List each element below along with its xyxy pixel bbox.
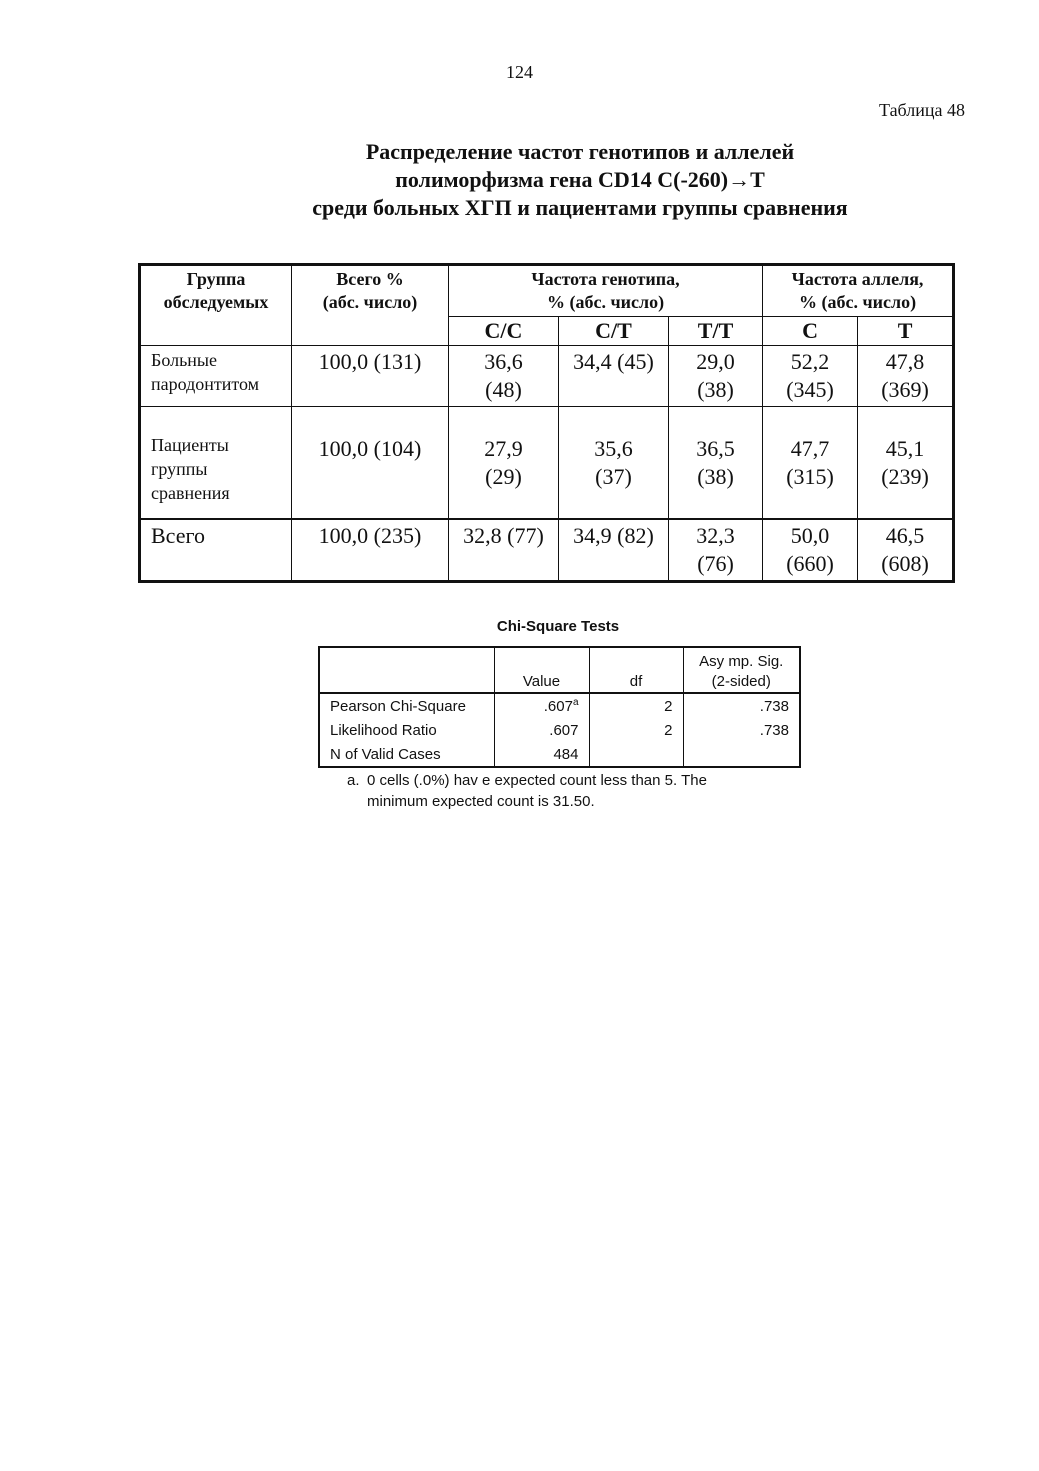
cell-ct: 34,9 (82) <box>559 519 669 582</box>
cell-c: 50,0 (660) <box>763 519 858 582</box>
cell-df: 2 <box>589 693 683 718</box>
cell-sig: .738 <box>759 721 789 739</box>
table-row <box>140 346 954 407</box>
chi-square-header-row <box>319 647 800 693</box>
header-genotype: Частота генотипа, % (абс. число) <box>449 265 763 317</box>
cell-total: 100,0 (104) <box>292 407 449 519</box>
table-row <box>319 742 800 767</box>
cell-c: 47,7 (315) <box>763 407 858 519</box>
cell-total: 100,0 (131) <box>292 346 449 407</box>
cell-c: 52,2 (345) <box>763 346 858 407</box>
table-row <box>319 718 800 742</box>
header-empty <box>319 647 494 693</box>
page-number: 124 <box>506 62 533 82</box>
document-title <box>160 138 1000 222</box>
cell-t: 47,8 (369) <box>858 346 954 407</box>
table-row-total <box>140 519 954 582</box>
cell-tt: 29,0 (38) <box>669 346 763 407</box>
table-row <box>319 693 800 718</box>
row-group: Всего <box>140 519 292 582</box>
cell-cc: 27,9 (29) <box>449 407 559 519</box>
row-label: Likelihood Ratio <box>319 718 494 742</box>
table-label: Таблица 48 <box>879 100 965 120</box>
header-c: С <box>763 317 858 346</box>
cell-cc: 32,8 (77) <box>449 519 559 582</box>
cell-cc: 36,6 (48) <box>449 346 559 407</box>
cell-value: 484 <box>494 742 589 767</box>
header-total: Всего % (абс. число) <box>292 265 449 346</box>
header-value: Value <box>494 647 589 693</box>
cell-df: 2 <box>589 718 683 742</box>
footnote-marker: a. <box>347 772 360 789</box>
title-line: Распределение частот генотипов и аллелей <box>365 139 795 164</box>
row-label: N of Valid Cases <box>319 742 494 767</box>
header-t: Т <box>858 317 954 346</box>
cell-total: 100,0 (235) <box>292 519 449 582</box>
genotype-frequency-table <box>138 263 955 583</box>
cell-t: 46,5 (608) <box>858 519 954 582</box>
header-sig: Asy mp. Sig. (2-sided) <box>683 647 800 693</box>
cell-ct: 35,6 (37) <box>559 407 669 519</box>
cell-tt: 32,3 (76) <box>669 519 763 582</box>
table-header-row <box>140 265 954 317</box>
chi-square-footnote <box>347 770 767 812</box>
cell-sig <box>683 742 800 767</box>
header-cc: С/С <box>449 317 559 346</box>
cell-value: .607 <box>494 718 589 742</box>
title-line: полиморфизма гена CD14 C(-260)→T <box>395 167 765 192</box>
cell-ct: 34,4 (45) <box>559 346 669 407</box>
footnote-text: 0 cells (.0%) hav e expected count less than 5. The <box>367 772 707 789</box>
header-tt: Т/Т <box>669 317 763 346</box>
footnote-text: minimum expected count is 31.50. <box>367 793 595 810</box>
header-ct: С/Т <box>559 317 669 346</box>
row-group: Больные пародонтитом <box>140 346 292 407</box>
cell-tt: 36,5 (38) <box>669 407 763 519</box>
cell-t: 45,1 (239) <box>858 407 954 519</box>
title-line: среди больных ХГП и пациентами группы сравнения <box>312 195 848 220</box>
row-label: Pearson Chi-Square <box>319 693 494 718</box>
chi-square-table <box>318 646 801 768</box>
row-group: Пациенты группы сравнения <box>140 407 292 519</box>
table-row <box>140 407 954 519</box>
cell-value: .607$^a$ <box>494 693 589 718</box>
header-df: df <box>589 647 683 693</box>
cell-sig: .738 <box>759 697 789 715</box>
chi-square-title: Chi-Square Tests <box>496 618 620 635</box>
cell-df <box>589 742 683 767</box>
header-allele: Частота аллеля, % (абс. число) <box>763 265 954 317</box>
header-group: Группа обследуемых <box>140 265 292 346</box>
